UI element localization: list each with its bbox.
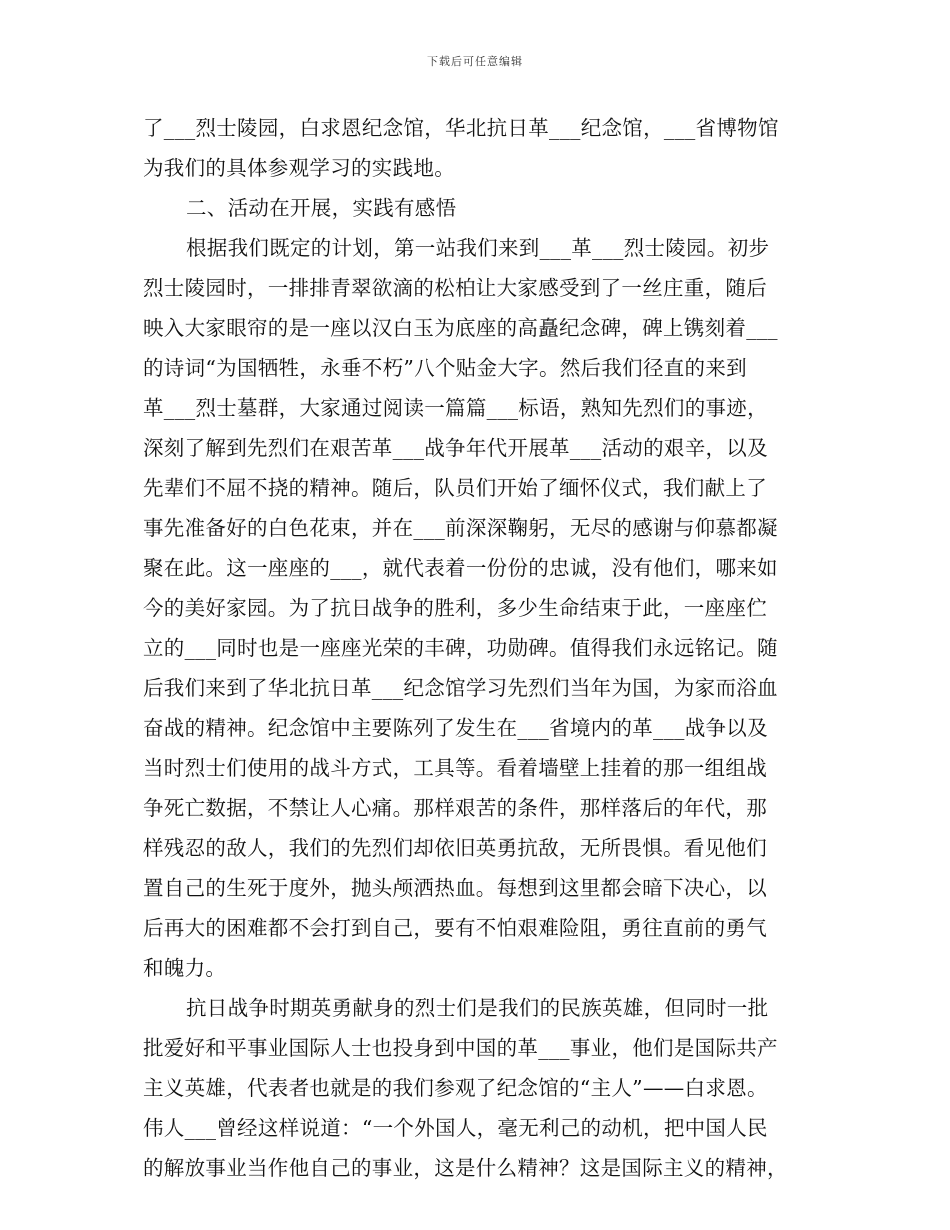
text-line: 当时烈士们使用的战斗方式，工具等。看着墙壁上挂着的那一组组战	[143, 756, 767, 780]
text-line: 抗日战争时期英勇献身的烈士们是我们的民族英雄，但同时一批	[186, 996, 769, 1020]
text-line: 后再大的困难都不会打到自己，要有不怕艰难险阻，勇往直前的勇气	[143, 916, 767, 940]
text-line: 事先准备好的白色花束，并在___前深深鞠躬，无尽的感谢与仰慕都凝	[143, 516, 778, 540]
text-line: 样残忍的敌人，我们的先烈们却依旧英勇抗敌，无所畏惧。看见他们	[143, 836, 767, 860]
text-line: 为我们的具体参观学习的实践地。	[143, 156, 455, 180]
text-line: 奋战的精神。纪念馆中主要陈列了发生在___省境内的革___战争以及	[143, 716, 768, 740]
page-header: 下载后可任意编辑	[427, 55, 523, 68]
text-line: 后我们来到了华北抗日革___纪念馆学习先烈们当年为国，为家而浴血	[143, 676, 778, 700]
text-line: 的诗词“为国牺牲，永垂不朽”八个贴金大字。然后我们径直的来到	[143, 356, 747, 380]
text-line: 批爱好和平事业国际人士也投身到中国的革___事业，他们是国际共产	[143, 1036, 778, 1060]
text-line: 映入大家眼帘的是一座以汉白玉为底座的高矗纪念碑，碑上镌刻着___	[143, 316, 778, 340]
text-line: 根据我们既定的计划，第一站我们来到___革___烈士陵园。初步	[186, 236, 770, 260]
text-line: 聚在此。这一座座的___，就代表着一份份的忠诚，没有他们，哪来如	[143, 556, 778, 580]
text-line: 烈士陵园时，一排排青翠欲滴的松柏让大家感受到了一丝庄重，随后	[143, 276, 767, 300]
text-line: 的解放事业当作他自己的事业，这是什么精神？这是国际主义的精神，	[143, 1156, 788, 1180]
text-line: 争死亡数据，不禁让人心痛。那样艰苦的条件，那样落后的年代，那	[143, 796, 767, 820]
text-line: 深刻了解到先烈们在艰苦革___战争年代开展革___活动的艰辛，以及	[143, 436, 768, 460]
text-line: 今的美好家园。为了抗日战争的胜利，多少生命结束于此，一座座伫	[143, 596, 767, 620]
text-line: 立的___同时也是一座座光荣的丰碑，功勋碑。值得我们永远铭记。随	[143, 636, 778, 660]
text-line: 先辈们不屈不挠的精神。随后，队员们开始了缅怀仪式，我们献上了	[143, 476, 767, 500]
text-line: 主义英雄，代表者也就是的我们参观了纪念馆的“主人”——白求恩。	[143, 1076, 768, 1100]
text-line: 伟人___曾经这样说道：“一个外国人，毫无利己的动机，把中国人民	[143, 1116, 768, 1140]
text-line: 了___烈士陵园，白求恩纪念馆，华北抗日革___纪念馆，___省博物馆	[143, 116, 779, 140]
text-line: 和魄力。	[143, 956, 227, 980]
document-body	[143, 108, 813, 1188]
text-line: 革___烈士墓群，大家通过阅读一篇篇___标语，熟知先烈们的事迹，	[143, 396, 768, 420]
section-heading: 二、活动在开展，实践有感悟	[186, 196, 457, 220]
text-line: 置自己的生死于度外，抛头颅洒热血。每想到这里都会暗下决心，以	[143, 876, 767, 900]
